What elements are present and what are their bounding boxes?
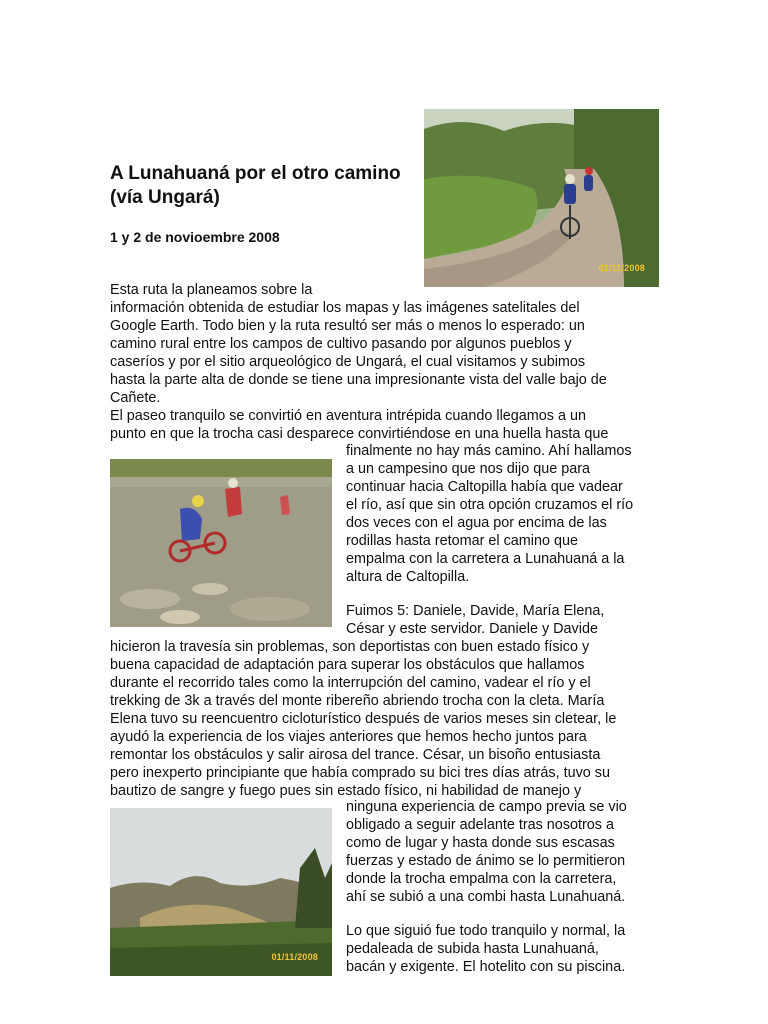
photo-date-stamp: 01/11/2008 <box>271 952 318 962</box>
text-line: pedaleada de subida hasta Lunahuaná, <box>346 940 599 957</box>
text-line: a un campesino que nos dijo que para <box>346 460 591 477</box>
text-line: obligado a seguir adelante tras nosotros a <box>346 816 615 833</box>
text-line: César y este servidor. Daniele y Davide <box>346 620 598 637</box>
paragraph-cesar <box>346 799 627 907</box>
text-line: ninguna experiencia de campo previa se vio <box>346 799 627 815</box>
photo-cyclists-road <box>424 109 659 287</box>
text-line: Cañete. <box>110 389 161 406</box>
text-line: camino rural entre los campos de cultivo pasando por algunos pueblos y <box>110 335 572 352</box>
paragraph-river <box>346 443 633 587</box>
text-line: pero inexperto principiante que había comprado su bici tres días atrás, tuvo su <box>110 764 610 781</box>
text-line: dos veces con el agua por encima de las <box>346 514 607 531</box>
text-line: información obtenida de estudiar los mapas y las imágenes satelitales del <box>110 299 580 316</box>
text-line: fuerzas y estado de ánimo se lo permitieron <box>346 852 626 869</box>
text-line: finalmente no hay más camino. Ahí hallamos <box>346 443 632 459</box>
text-line: Lo que siguió fue todo tranquilo y normal, la <box>346 923 626 939</box>
photo-river-crossing <box>110 459 332 627</box>
text-line: durante el recorrido tales como la interrupción del camino, vadear el río y el <box>110 674 591 691</box>
text-line: altura de Caltopilla. <box>346 568 470 585</box>
text-line: bacán y exigente. El hotelito con su piscina. <box>346 958 626 975</box>
photo-hills-landscape <box>110 808 332 976</box>
text-line: caseríos y por el sitio arqueológico de Ungará, el cual visitamos y subimos <box>110 353 586 370</box>
text-line: rodillas hasta retomar el camino que <box>346 532 578 549</box>
text-line: hasta la parte alta de donde se tiene una impresionante vista del valle bajo de <box>110 371 607 388</box>
text-line: empalma con la carretera a Lunahuaná a la <box>346 550 625 567</box>
text-line: ayudó la experiencia de los viajes anteriores que hemos hecho juntos para <box>110 728 587 745</box>
text-line: bautizo de sangre y fuego pues sin estado físico, ni habilidad de manejo y <box>110 782 582 799</box>
paragraph-intro <box>110 282 608 444</box>
text-line: continuar hacia Caltopilla había que vadear <box>346 478 623 495</box>
text-line: trekking de 3k a través del monte ribereño abriendo trocha con la cleta. María <box>110 692 605 709</box>
text-line: ahí se subió a una combi hasta Lunahuaná. <box>346 888 626 905</box>
article-title: A Lunahuaná por el otro camino (vía Ungará) <box>110 163 401 208</box>
text-line: hicieron la travesía sin problemas, son deportistas con buen estado físico y <box>110 639 590 655</box>
text-line: Google Earth. Todo bien y la ruta resultó ser más o menos lo esperado: un <box>110 317 585 334</box>
paragraph-ending <box>346 923 625 977</box>
text-line: Esta ruta la planeamos sobre la <box>110 282 313 298</box>
text-line: punto en que la trocha casi desparece convirtiéndose en una huella hasta que <box>110 425 609 442</box>
text-line: el río, así que sin otra opción cruzamos el río <box>346 496 634 513</box>
paragraph-team <box>110 639 616 801</box>
text-line: Fuimos 5: Daniele, Davide, María Elena, <box>346 603 605 619</box>
text-line: como de lugar y hasta donde sus escasas <box>346 834 615 851</box>
article-date: 1 y 2 de novioembre 2008 <box>110 229 280 245</box>
text-line: Elena tuvo su reencuentro cicloturístico después de varios meses sin cletear, le <box>110 710 617 727</box>
paragraph-team-start <box>346 603 604 639</box>
text-line: El paseo tranquilo se convirtió en aventura intrépida cuando llegamos a un <box>110 407 586 424</box>
text-line: donde la trocha empalma con la carretera, <box>346 870 617 887</box>
photo-date-stamp: 01/11/2008 <box>598 263 645 273</box>
text-line: buena capacidad de adaptación para superar los obstáculos que hallamos <box>110 656 585 673</box>
text-line: remontar los obstáculos y salir airosa del trance. César, un bisoño entusiasta <box>110 746 601 763</box>
